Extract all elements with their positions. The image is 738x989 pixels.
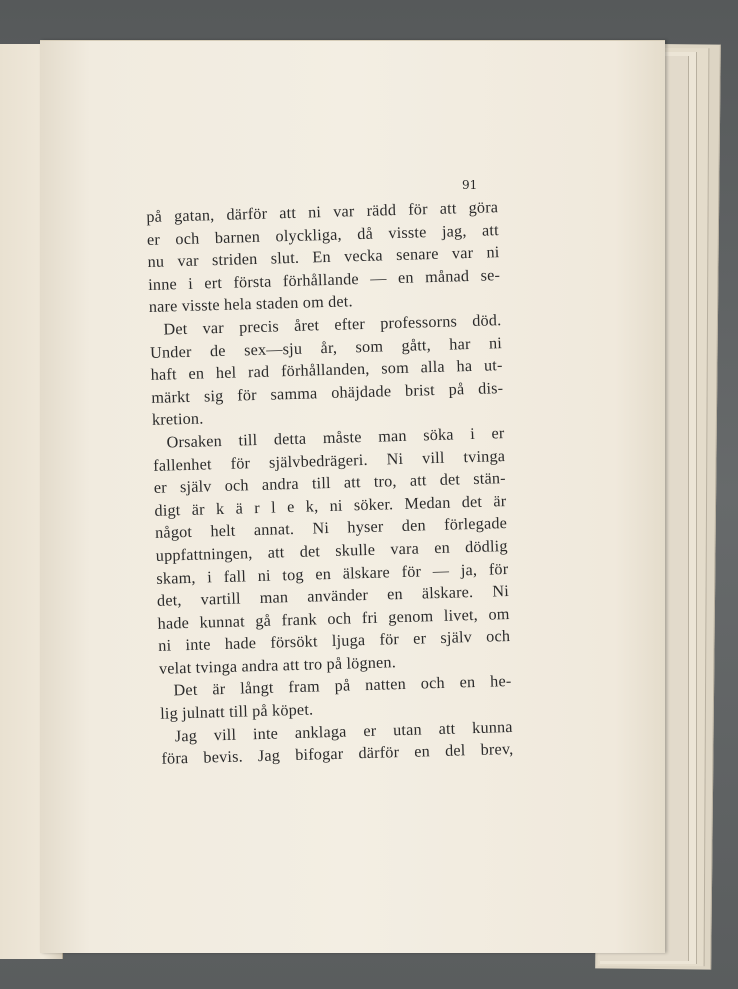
text-line: haft en hel rad förhållanden, som alla ha ut-: [150, 356, 503, 385]
text-line: velat tvinga andra att tro på lögnen.: [158, 653, 397, 678]
text-line: nu var striden slut. En vecka senare var ni: [147, 243, 500, 272]
text-line: uppfattningen, att det skulle vara en dödlig: [155, 536, 508, 565]
text-line: det, vartill man använder en älskare. Ni: [156, 582, 510, 610]
body-text: [146, 196, 514, 770]
text-line: något helt annat. Ni hyser den förlegade: [154, 514, 508, 543]
text-line: nare visste hela staden om det.: [148, 292, 353, 317]
text-line: Det är långt fram på natten och en he-: [173, 672, 512, 700]
text-line: inne i ert första förhållande — en månad se-: [147, 265, 501, 294]
text-line: kretion.: [151, 409, 204, 430]
text-line: digt är k ä r l e k, ni söker. Medan det är: [154, 491, 507, 520]
text-line: föra bevis. Jag bifogar därför en del brev,: [161, 740, 514, 769]
text-line: på gatan, därför att ni var rädd för att göra: [146, 198, 499, 226]
text-line: fallenhet för självbedrägeri. Ni vill tvinga: [152, 446, 506, 475]
text-line: Under de sex—sju år, som gått, har ni: [149, 333, 503, 362]
page-number: 91: [462, 178, 478, 192]
text-line: Orsaken till detta måste man söka i er: [166, 424, 505, 452]
text-line: hade kunnat gå frank och fri genom livet, om: [157, 604, 510, 633]
text-line: er själv och andra till att tro, att det stän-: [153, 469, 506, 498]
text-line: er och barnen olyckliga, då visste jag, att: [146, 220, 500, 249]
text-line: Jag vill inte anklaga er utan att kunna: [174, 717, 513, 746]
text-line: märkt sig för samma ohäjdade brist på dis-: [151, 378, 504, 407]
text-line: ni inte hade försökt ljuga för er själv och: [158, 627, 511, 656]
text-line: lig julnatt till på köpet.: [159, 700, 314, 723]
text-line: Det var precis året efter professorns död.: [163, 311, 502, 339]
text-line: skam, i fall ni tog en älskare för — ja, för: [156, 559, 509, 588]
